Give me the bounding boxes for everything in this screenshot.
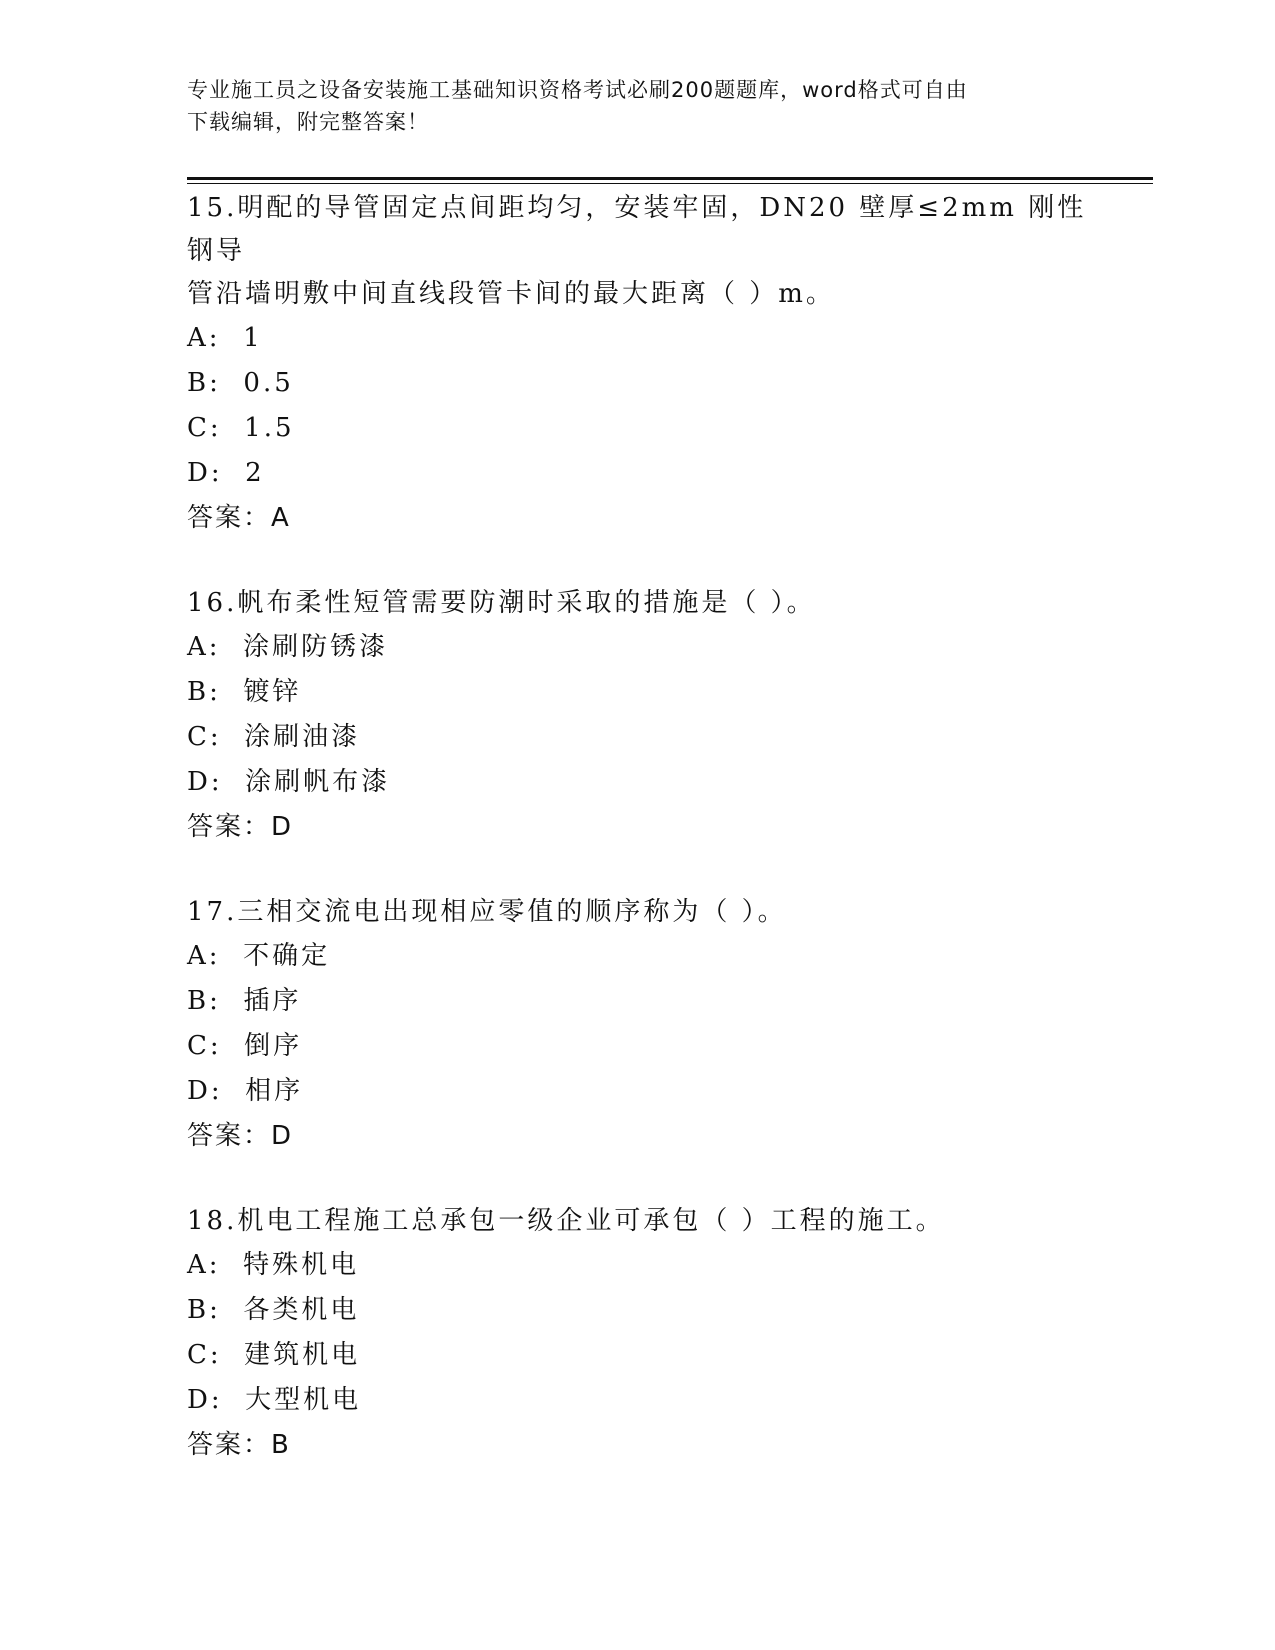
question-stem — [187, 187, 1087, 316]
option-a: A: 1 — [187, 323, 263, 353]
answer-line: 答案：A — [187, 503, 291, 533]
option-d: D: 相序 — [187, 1076, 304, 1106]
header-divider-thick — [187, 177, 1153, 180]
question-17 — [187, 891, 1087, 1159]
answer-line: 答案：D — [187, 812, 294, 842]
question-list — [187, 187, 1087, 1509]
header-line-1: 专业施工员之设备安装施工基础知识资格考试必刷200题题库，word格式可自由 — [187, 78, 968, 102]
question-stem: 18.机电工程施工总承包一级企业可承包（ ）工程的施工。 — [187, 1206, 945, 1236]
option-c: C: 建筑机电 — [187, 1340, 361, 1370]
question-stem: 17.三相交流电出现相应零值的顺序称为（ ）。 — [187, 897, 787, 927]
option-d: D: 涂刷帆布漆 — [187, 767, 391, 797]
answer-line: 答案：D — [187, 1121, 294, 1151]
option-a: A: 特殊机电 — [187, 1250, 360, 1280]
question-stem-line-2: 管沿墙明敷中间直线段管卡间的最大距离（ ）m。 — [187, 279, 835, 309]
question-18 — [187, 1200, 1087, 1468]
question-16 — [187, 582, 1087, 850]
option-c: C: 1.5 — [187, 413, 295, 443]
option-c: C: 倒序 — [187, 1031, 303, 1061]
option-b: B: 0.5 — [187, 368, 294, 398]
header-line-2: 下载编辑，附完整答案！ — [187, 110, 429, 134]
document-header — [187, 74, 1067, 138]
option-b: B: 镀锌 — [187, 677, 302, 707]
header-divider-thin — [187, 183, 1153, 184]
option-a: A: 涂刷防锈漆 — [187, 632, 389, 662]
option-a: A: 不确定 — [187, 941, 331, 971]
question-15 — [187, 187, 1087, 541]
question-stem-line-1: 15.明配的导管固定点间距均匀，安装牢固，DN20 壁厚≤2mm 刚性钢导 — [187, 193, 1087, 266]
option-d: D: 2 — [187, 458, 265, 488]
option-c: C: 涂刷油漆 — [187, 722, 361, 752]
option-d: D: 大型机电 — [187, 1385, 362, 1415]
option-b: B: 插序 — [187, 986, 302, 1016]
question-stem: 16.帆布柔性短管需要防潮时采取的措施是（ ）。 — [187, 588, 816, 618]
option-b: B: 各类机电 — [187, 1295, 360, 1325]
answer-line: 答案：B — [187, 1430, 291, 1460]
